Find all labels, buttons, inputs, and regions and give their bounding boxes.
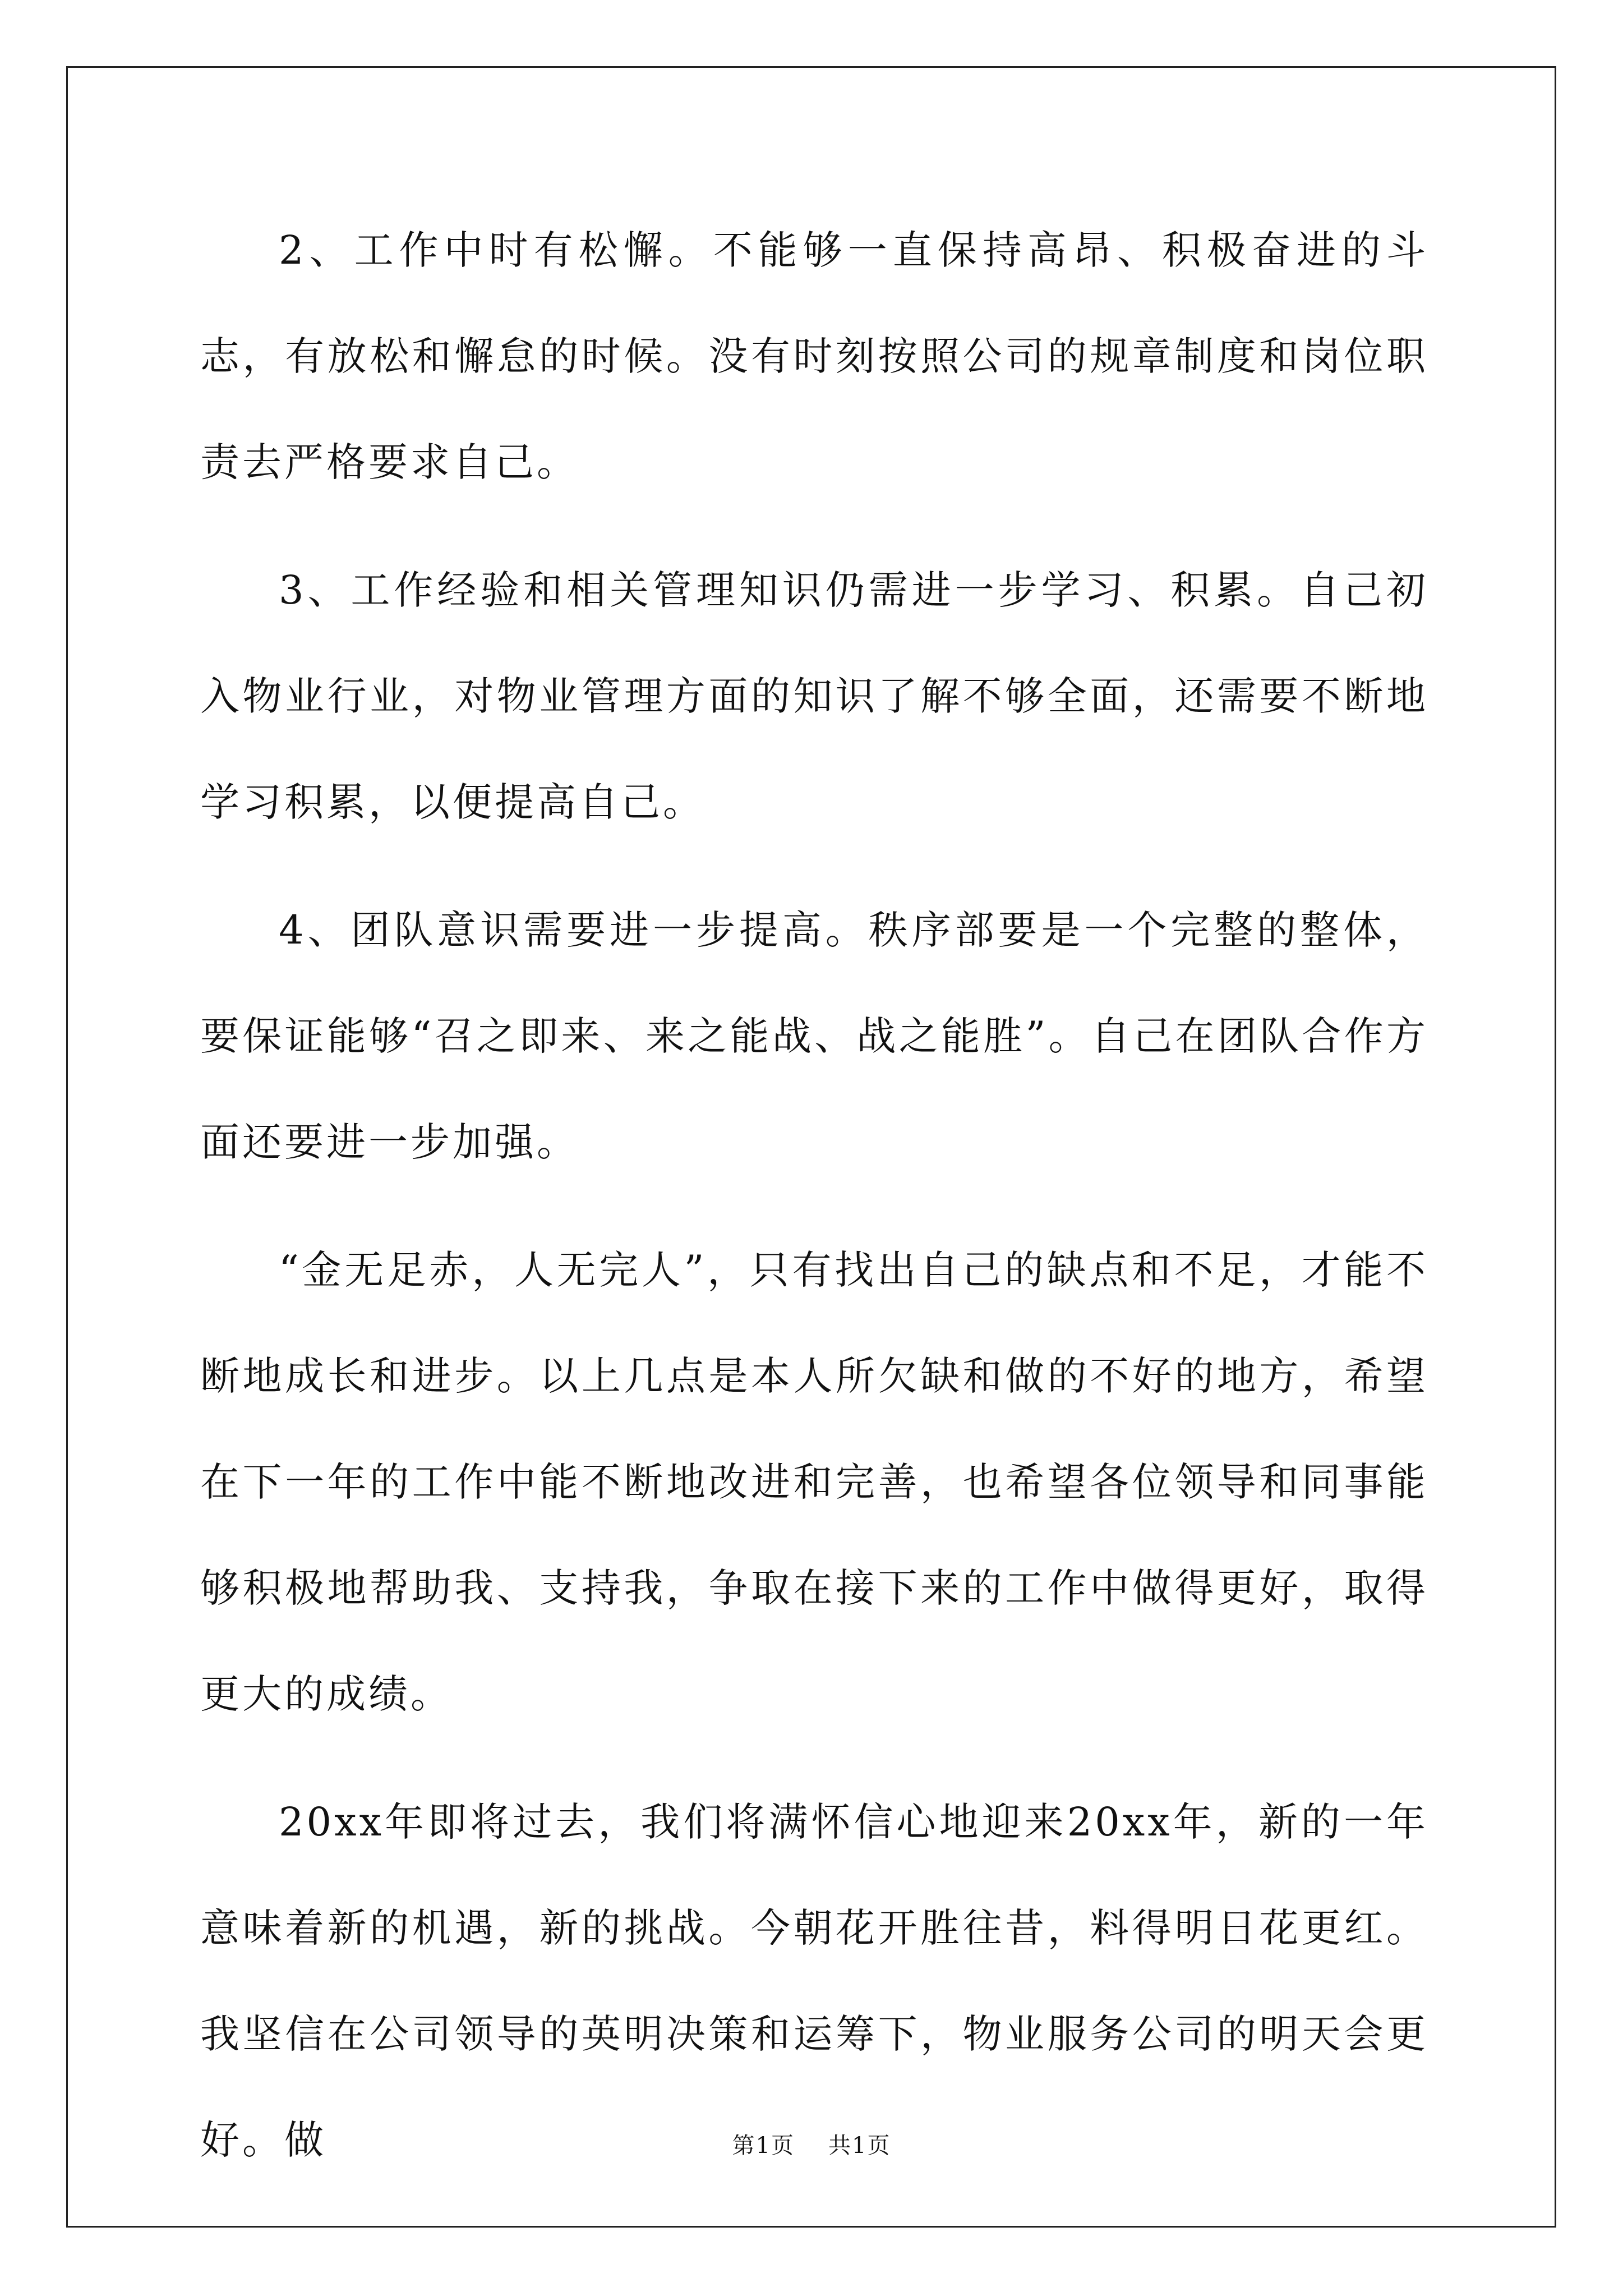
- document-body: [200, 197, 1428, 2215]
- paragraph-3: 4、团队意识需要进一步提高。秩序部要是一个完整的整体，要保证能够“召之即来、来之能战、战之能胜”。自己在团队合作方面还要进一步加强。: [200, 907, 1428, 1165]
- paragraph-2: 3、工作经验和相关管理知识仍需进一步学习、积累。自己初入物业行业，对物业管理方面的知识了解不够全面，还需要不断地学习积累，以便提高自己。: [200, 567, 1428, 825]
- paragraph-1: 2、工作中时有松懈。不能够一直保持高昂、积极奋进的斗志，有放松和懈怠的时候。没有时刻按照公司的规章制度和岗位职责去严格要求自己。: [200, 227, 1428, 485]
- page-total: 共1页: [828, 2133, 891, 2159]
- page-number: 第1页: [732, 2133, 795, 2159]
- page-footer: [0, 2132, 1623, 2160]
- paragraph-5: 20xx年即将过去，我们将满怀信心地迎来20xx年，新的一年意味着新的机遇，新的挑战。今朝花开胜往昔，料得明日花更红。我坚信在公司领导的英明决策和运筹下，物业服务公司的明天会更好。做: [200, 1799, 1428, 2163]
- paragraph-4: “金无足赤，人无完人”，只有找出自己的缺点和不足，才能不断地成长和进步。以上几点是本人所欠缺和做的不好的地方，希望在下一年的工作中能不断地改进和完善，也希望各位领导和同事能够积极地帮助我、支持我，争取在接下来的工作中做得更好，取得更大的成绩。: [200, 1247, 1428, 1717]
